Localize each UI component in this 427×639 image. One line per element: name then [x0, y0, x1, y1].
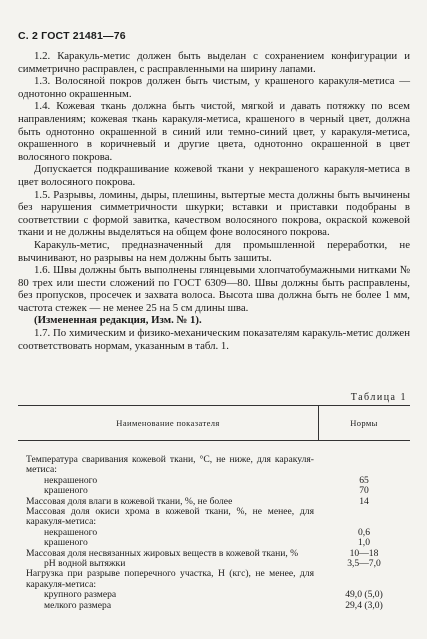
- paragraph-1-5: 1.5. Разрывы, ломины, дыры, плешины, вытертые места должны быть вычинены без нарушения симметричности шкурки; вставки и приставки подобраны в соответствии с формой завитка, качеством волосяного покрова, окраской кожевой ткани и не должны выделяться на общем фоне волосяного покрова.: [18, 188, 410, 239]
- column-header-norm: Нормы: [350, 418, 378, 428]
- table-row: [18, 507, 410, 528]
- table-row: [18, 455, 410, 476]
- row-name: Массовая доля окиси хрома в кожевой ткани, %, не менее, для каракуля-метиса:: [26, 506, 314, 528]
- table-row: [18, 569, 410, 590]
- row-value: 0,6: [358, 526, 370, 538]
- row-name: крашеного: [44, 537, 88, 549]
- paragraph-1-7: 1.7. По химическим и физико-механическим показателям каракуль-метис должен соответствовать нормам, указанным в табл. 1.: [18, 327, 410, 352]
- table-header: [18, 406, 410, 441]
- paragraph-tinting-note: Допускается подкрашивание кожевой ткани у некрашеного каракуля-метиса в цвет волосяного покрова.: [18, 163, 410, 188]
- table-body: [18, 455, 410, 611]
- row-name: Нагрузка при разрыве поперечного участка, Н (кгс), не менее, для каракуля-метиса:: [26, 568, 314, 590]
- row-name: Массовая доля несвязанных жировых веществ в кожевой ткани, %: [26, 547, 299, 559]
- document-body: [18, 50, 410, 352]
- row-name: pH водной вытяжки: [44, 558, 126, 570]
- row-name: Температура сваривания кожевой ткани, °С, не ниже, для каракуля-метиса:: [26, 454, 314, 476]
- paragraph-1-6: 1.6. Швы должны быть выполнены глянцевыми хлопчатобумажными нитками № 80 трех или шести сложений по ГОСТ 6309—80. Швы должны быть расправлены, без пропусков, просечек и захвата волоса. Высота шва должна быть не более 1 мм, частота стежек — не менее 25 на 5 см длины шва.: [18, 264, 410, 314]
- row-value: 1,0: [358, 537, 370, 549]
- table-row: [18, 601, 410, 611]
- row-name: мелкого размера: [44, 599, 112, 611]
- row-value: 65: [359, 474, 369, 486]
- paragraph-1-4: 1.4. Кожевая ткань должна быть чистой, мягкой и давать потяжку по всем направлениям; кожевая ткань каракуля-метиса, крашеного в черный цвет, должна быть однотонно окрашенной в синий или темно-синий цвет, у каракуля-метиса, окрашенного в коричневый и другие цвета, однотонно окрашенной в цвет волосяного покрова.: [18, 100, 410, 163]
- row-value: 14: [359, 495, 369, 507]
- row-name: некрашеного: [44, 526, 98, 538]
- row-value: 29,4 (3,0): [345, 599, 383, 611]
- table-caption: Таблица 1: [350, 392, 407, 403]
- row-name: Массовая доля влаги в кожевой ткани, %, не более: [26, 495, 233, 507]
- column-header-name: Наименование показателя: [116, 418, 220, 428]
- paragraph-1-2: 1.2. Каракуль-метис должен быть выделан с сохранением конфигурации и симметрично расправлен, с расправленными на ширину лапами.: [18, 50, 410, 75]
- row-value: 49,0 (5,0): [345, 589, 383, 601]
- row-name: крашеного: [44, 485, 88, 497]
- page-header: С. 2 ГОСТ 21481—76: [18, 30, 126, 42]
- row-value: 10—18: [349, 547, 379, 559]
- paragraph-1-3: 1.3. Волосяной покров должен быть чистым, у крашеного каракуля-метиса — однотонно окрашенным.: [18, 75, 410, 100]
- row-name: некрашеного: [44, 474, 98, 486]
- indicators-table: [18, 405, 410, 634]
- amendment-note: (Измененная редакция, Изм. № 1).: [34, 314, 202, 327]
- row-value: 3,5—7,0: [347, 558, 381, 570]
- row-value: 70: [359, 485, 369, 497]
- paragraph-industrial-note: Каракуль-метис, предназначенный для промышленной переработки, не вычинивают, но разрывы на нем должны быть зашиты.: [18, 238, 410, 264]
- row-name: крупного размера: [44, 589, 117, 601]
